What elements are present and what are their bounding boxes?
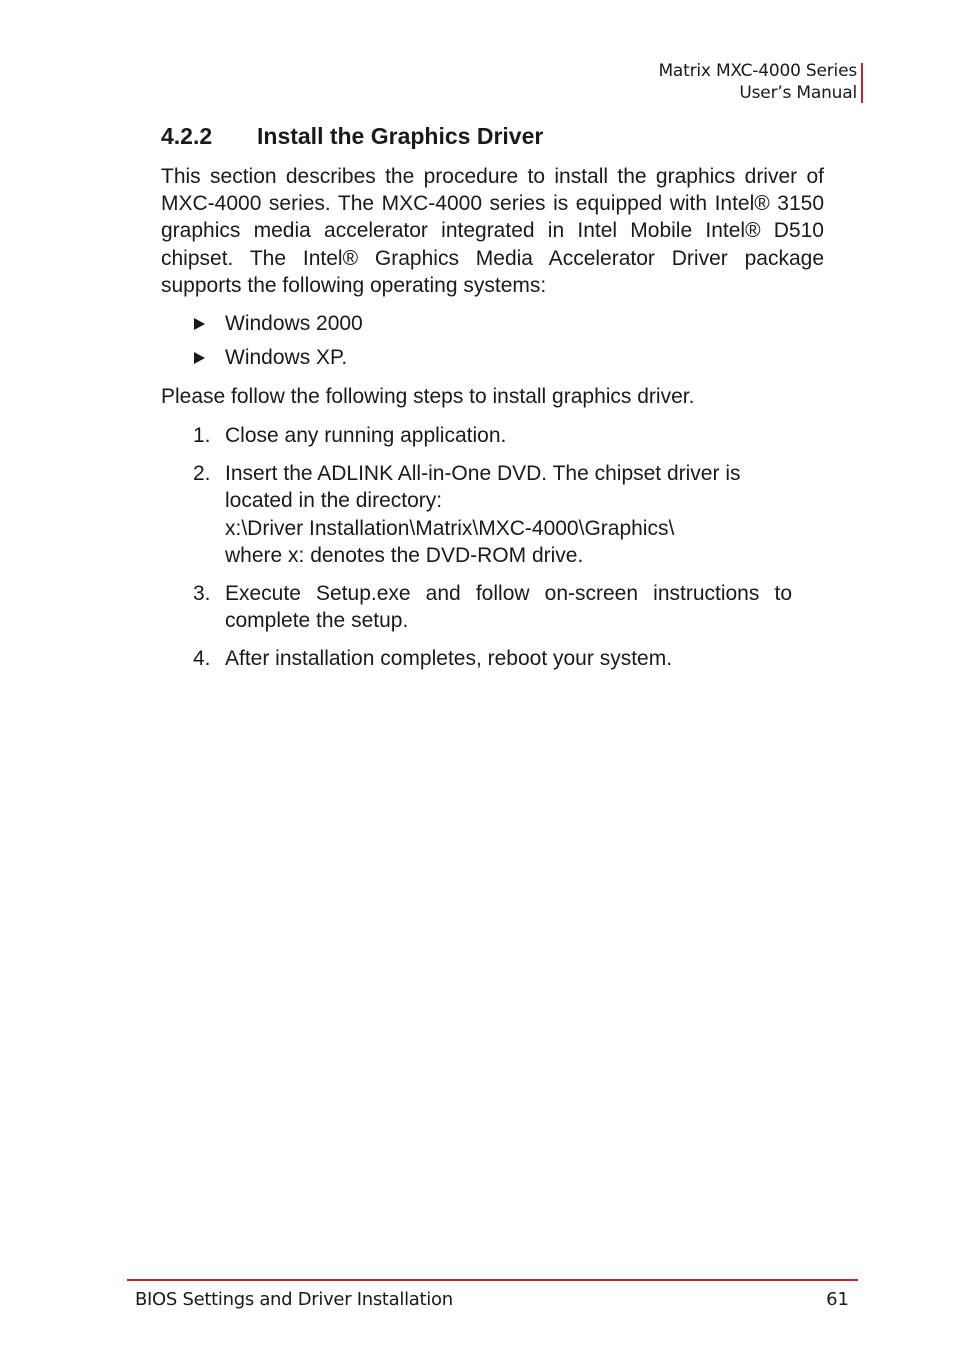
step-number: 2. [193, 462, 211, 486]
header-product-title: Matrix MXC-4000 Series [658, 61, 857, 81]
list-item [193, 645, 793, 672]
list-item [193, 580, 792, 634]
step-note: where x: denotes the DVD-ROM drive. [225, 543, 584, 567]
section-heading [161, 121, 543, 151]
step-number: 3. [193, 582, 211, 606]
footer-chapter-title: BIOS Settings and Driver Installation [135, 1289, 453, 1310]
section-number: 4.2.2 [161, 123, 213, 149]
triangle-bullet-icon [194, 318, 205, 330]
intro-paragraph: This section describes the procedure to install the graphics driver of MXC-4000 series. The MXC-4000 series is equipped with Intel® 3150 graphics media accelerator integrated in Intel Mobile Intel® D510 chipset. The Intel® Graphics Media Accelerator Driver package supports the following operating systems: [161, 165, 824, 297]
step-number: 1. [193, 424, 211, 447]
step-text: After installation completes, reboot your system. [225, 647, 673, 671]
list-item-text: Windows 2000 [225, 312, 363, 335]
footer-rule [127, 1279, 858, 1281]
list-item [193, 460, 793, 569]
install-steps [193, 422, 793, 684]
page-number: 61 [826, 1289, 849, 1310]
os-list [193, 310, 363, 378]
list-item [193, 344, 363, 371]
step-number: 4. [193, 647, 211, 671]
triangle-bullet-icon [194, 352, 205, 364]
section-title: Install the Graphics Driver [257, 123, 544, 149]
list-item-text: Windows XP. [225, 346, 348, 369]
header-manual-title: User’s Manual [739, 83, 857, 103]
header-accent-bar [861, 63, 863, 103]
directory-path: x:\Driver Installation\Matrix\MXC-4000\Graphics\ [225, 516, 675, 540]
step-text: Execute Setup.exe and follow on-screen instructions to complete the setup. [225, 582, 792, 633]
steps-intro: Please follow the following steps to install graphics driver. [161, 385, 695, 408]
running-header [658, 60, 857, 104]
step-text: Close any running application. [225, 424, 507, 447]
step-text: Insert the ADLINK All-in-One DVD. The chipset driver is located in the directory: [225, 462, 741, 513]
list-item [193, 422, 793, 449]
list-item [193, 310, 363, 337]
